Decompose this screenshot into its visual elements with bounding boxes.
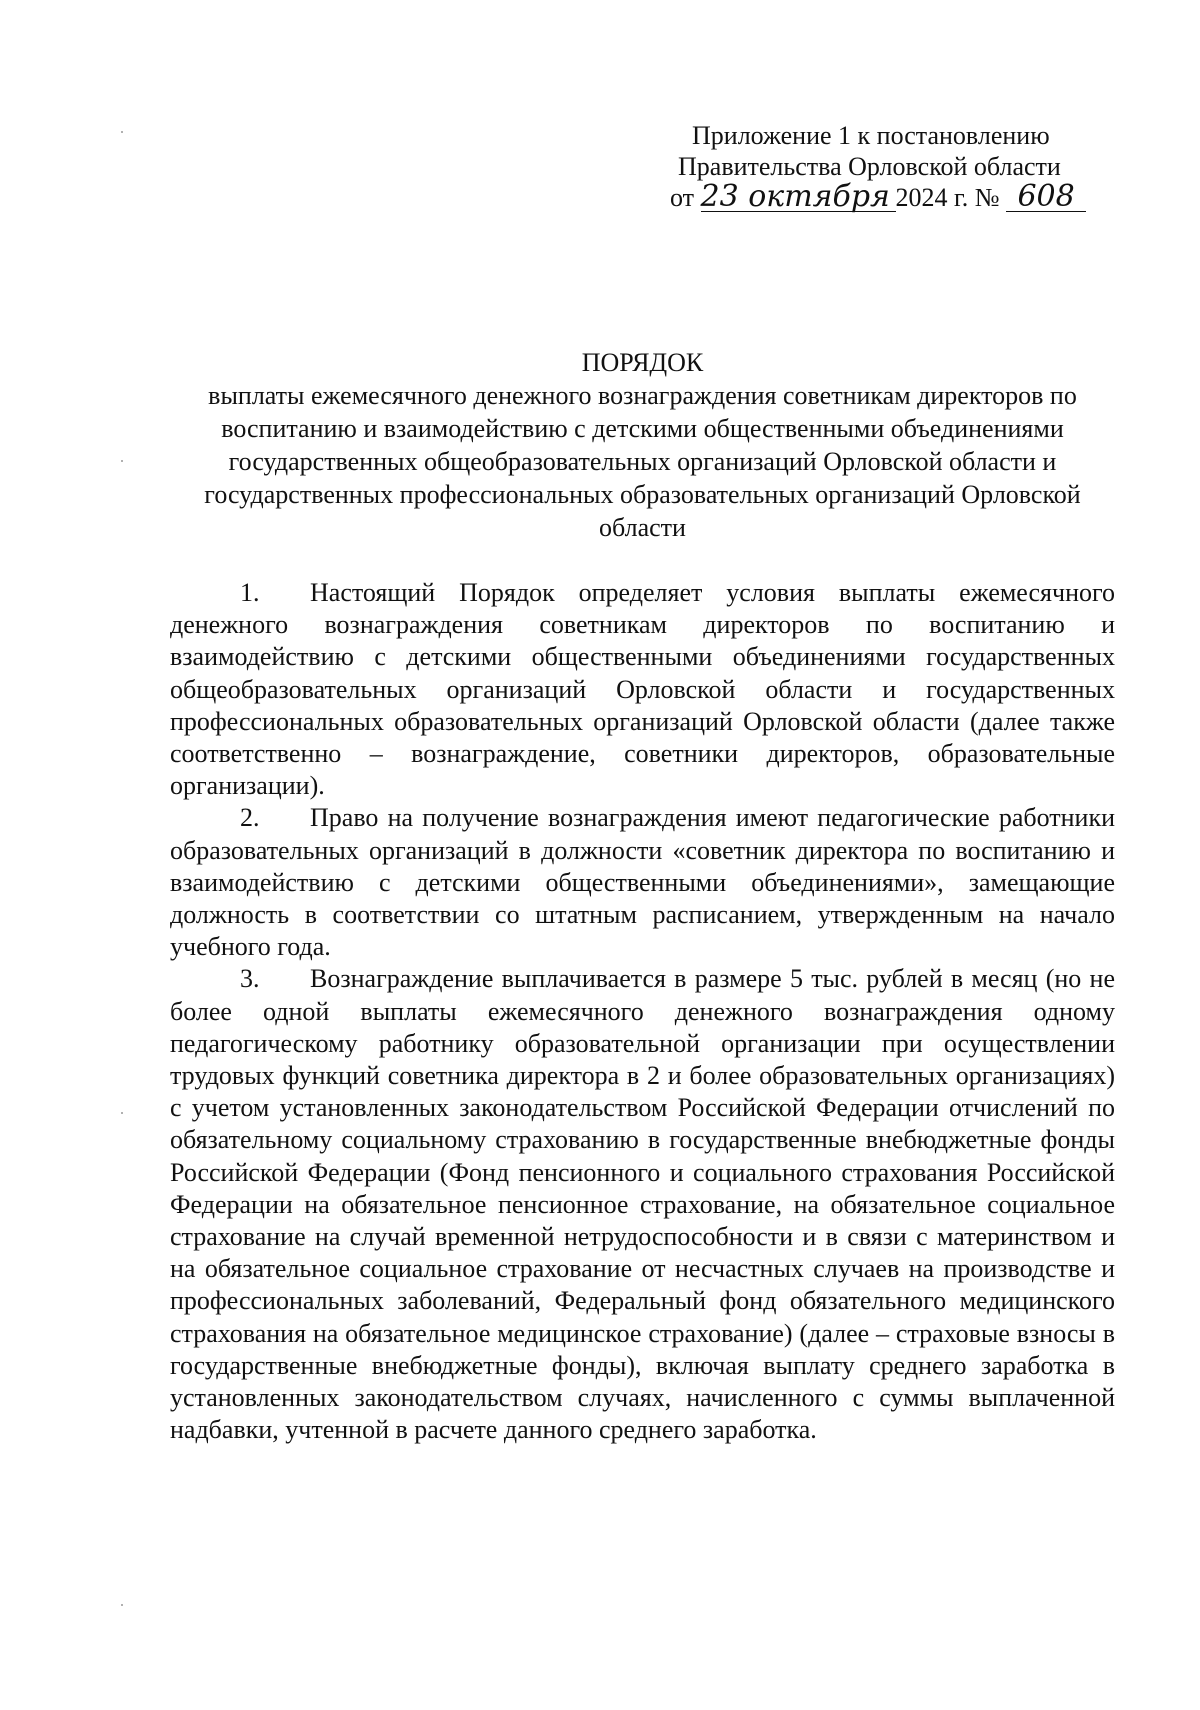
paragraph-number: 1. [240, 578, 260, 607]
paragraph-1 [170, 577, 1115, 802]
title-heading: ПОРЯДОК [581, 348, 704, 377]
document-title [170, 346, 1115, 544]
annex-reference [670, 120, 1100, 213]
paragraph-2 [170, 802, 1115, 963]
paragraph-text: Право на получение вознаграждения имеют педагогические работники образовательных организаций в должности «советник директора по воспитанию и взаимодействию с детскими общественными объединениями», замещающие должность в соответствии со штатным расписанием, утвержденным на начало учебного года. [170, 803, 1115, 962]
handwritten-number: 608 [1006, 183, 1086, 212]
scan-speck [121, 1112, 123, 1114]
annex-line-1: Приложение 1 к постановлению [692, 121, 1050, 150]
annex-prefix: от [670, 183, 695, 212]
scan-speck [121, 131, 123, 133]
annex-year-text: 2024 г. № [895, 183, 1000, 212]
paragraph-text: Вознаграждение выплачивается в размере 5 тыс. рублей в месяц (но не более одной выплаты ежемесячного денежного вознаграждения одному педагогическому работнику образовательной организации при осуществлении трудовых функций советника директора в 2 и более образовательных организациях) с учетом установленных законодательством Российской Федерации отчислений по обязательному социальному страхованию в государственные внебюджетные фонды Российской Федерации (Фонд пенсионного и социального страхования Российской Федерации на обязательное пенсионное страхование, на обязательное социальное страхование на случай временной нетрудоспособности и в связи с материнством и на обязательное социальное страхование от несчастных случаев на производстве и профессиональных заболеваний, Федеральный фонд обязательного медицинского страхования на обязательное медицинское страхование) (далее – страховые взносы в государственные внебюджетные фонды), включая выплату среднего заработка в установленных законодательством случаях, начисленного с суммы выплаченной надбавки, учтенной в расчете данного среднего заработка. [170, 964, 1115, 1445]
paragraph-3 [170, 963, 1115, 1446]
paragraph-number: 2. [240, 803, 260, 833]
scan-speck [121, 1604, 123, 1606]
title-subtitle: выплаты ежемесячного денежного вознаграждения советникам директоров по воспитанию и взаимодействию с детскими общественными объединениями государственных общеобразовательных организаций Орловской области и государственных профессиональных образовательных организаций Орловской области [204, 381, 1081, 542]
paragraph-text: Настоящий Порядок определяет условия выплаты ежемесячного денежного вознаграждения советникам директоров по воспитанию и взаимодействию с детскими общественными объединениями государственных общеобразовательных организаций Орловской области и государственных профессиональных образовательных организаций Орловской области (далее также соответственно – вознаграждение, советники директоров, образовательные организации). [170, 578, 1115, 801]
document-body [170, 577, 1115, 1446]
handwritten-date: 23 октября [701, 183, 896, 212]
annex-line-3 [670, 179, 1100, 214]
paragraph-number: 3. [240, 964, 260, 994]
annex-line-2: Правительства Орловской области [678, 152, 1061, 181]
scan-speck [121, 460, 123, 462]
